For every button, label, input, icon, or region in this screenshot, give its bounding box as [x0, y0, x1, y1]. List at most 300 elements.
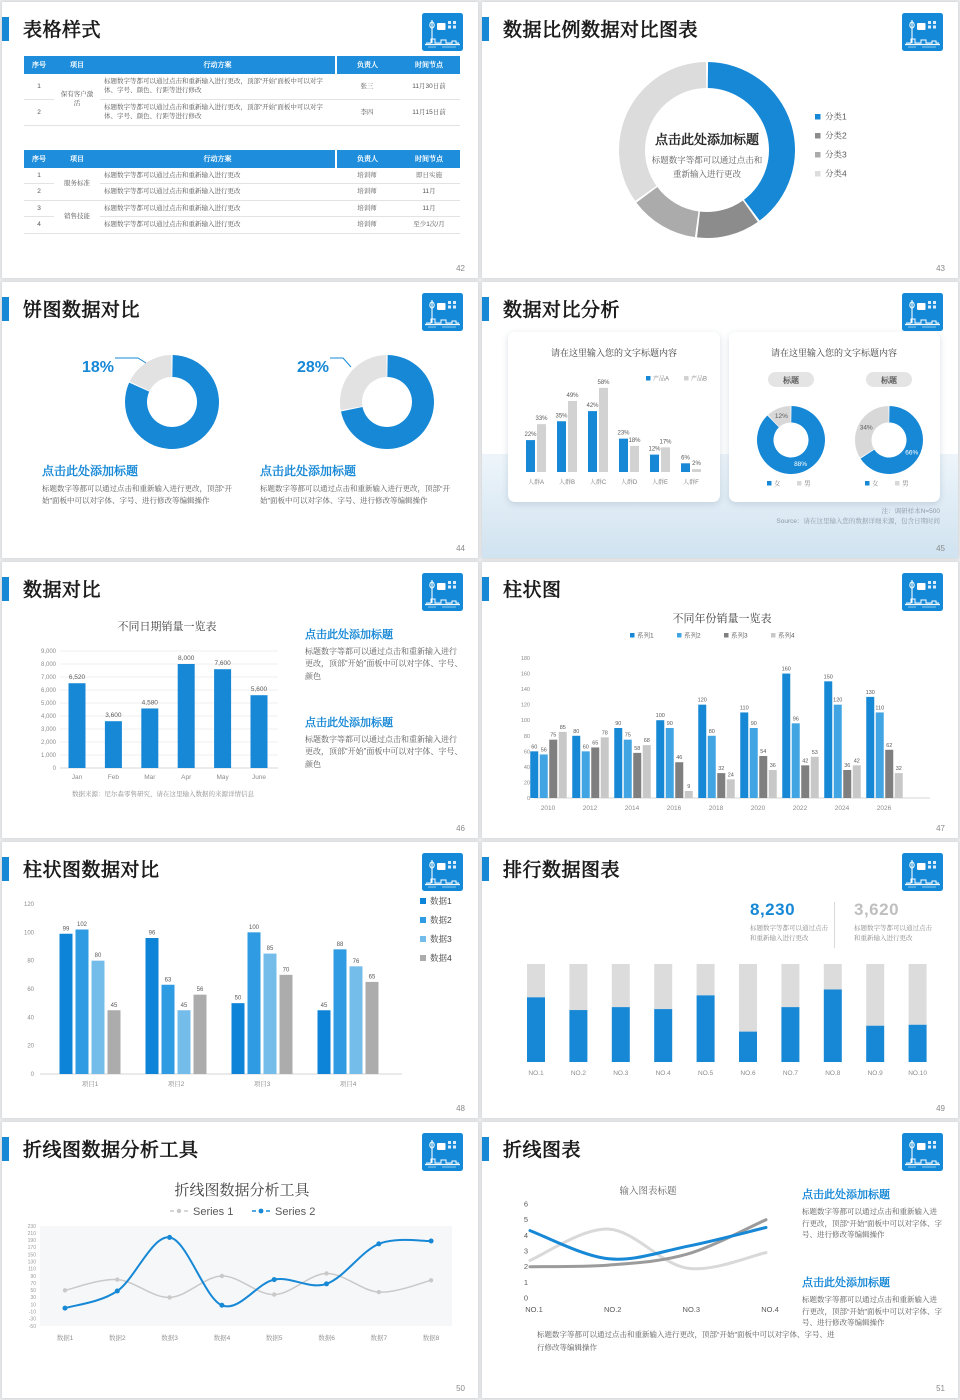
table-cell: 标题数字等都可以通过点击和重新输入进行更改，顶部“开始”面板中可以对字体、字号、颜色、行距等进行修改: [100, 99, 336, 125]
chart-label: 60: [531, 744, 538, 751]
slide-content: [2, 562, 478, 838]
chart-label: -30: [28, 1316, 36, 1323]
title-accent-bar: [482, 577, 489, 601]
data-point: [324, 1281, 329, 1286]
chart-label: 男: [902, 480, 909, 488]
legend-swatch: [815, 114, 821, 120]
title-accent-bar: [482, 857, 489, 881]
company-logo: [422, 1133, 463, 1171]
slide-content: [2, 842, 478, 1118]
bar-rest: [527, 964, 545, 997]
grid-cell: [480, 280, 960, 560]
bar: [60, 934, 73, 1074]
company-logo-graphic: [422, 1133, 463, 1171]
company-logo: [422, 13, 463, 51]
slide-content: [2, 1122, 478, 1398]
chart-label: 数据3: [161, 1335, 178, 1342]
company-logo-graphic: [902, 853, 943, 891]
bar: [750, 728, 758, 798]
chart-label: 8,000: [178, 655, 195, 662]
chart-label: NO.8: [825, 1070, 841, 1077]
chart-label: 4,580: [141, 699, 158, 707]
chart-label: 系列4: [778, 632, 795, 640]
slide-content: [482, 282, 958, 558]
chart-label: 90: [750, 721, 757, 727]
data-point: [272, 1292, 276, 1296]
legend-swatch: [420, 955, 426, 961]
table-cell: 11月: [398, 184, 460, 200]
chart-label: Series 2: [275, 1206, 316, 1218]
bar: [141, 708, 158, 768]
chart-label: 120: [520, 702, 530, 709]
bar: [824, 681, 832, 798]
bar: [178, 664, 195, 768]
chart-label: 100: [655, 713, 665, 720]
donut-segment: [855, 406, 889, 458]
bar: [656, 720, 664, 798]
chart-label: 标题: [881, 376, 897, 385]
chart-label: 请在这里输入您的文字标题内容: [550, 348, 678, 358]
chart-label: 70: [282, 967, 290, 974]
bar-value: [697, 995, 715, 1062]
chart-label: 2018: [708, 805, 724, 812]
bar: [146, 938, 159, 1074]
table-cell: 标题数字等都可以通过点击和重新输入进行更改: [100, 168, 336, 184]
chart-label: 7,600: [214, 660, 231, 668]
bar: [782, 674, 790, 798]
chart-label: 数据4: [430, 953, 452, 963]
text-block: [42, 462, 248, 507]
data-point: [272, 1277, 277, 1282]
chart-label: 120: [23, 902, 34, 908]
data-point: [376, 1241, 381, 1246]
chart-label: 45: [320, 1002, 328, 1009]
chart-label: 2016: [666, 805, 682, 812]
donut-segment: [757, 406, 825, 474]
bar: [92, 961, 105, 1074]
bar: [692, 469, 701, 472]
bar-value: [866, 1026, 884, 1062]
legend-swatch: [895, 481, 900, 486]
bar: [572, 736, 580, 798]
chart-label: 20: [27, 1043, 34, 1050]
grid-cell: [0, 1120, 480, 1400]
chart-label: 2012: [582, 805, 598, 812]
chart-label: 75: [550, 732, 557, 739]
bar: [643, 745, 651, 798]
chart-label: 分类4: [825, 168, 847, 179]
data-point: [220, 1274, 224, 1278]
bar: [232, 1003, 245, 1074]
chart-label: 2%: [692, 461, 701, 468]
legend-swatch: [677, 633, 682, 638]
chart-label: 男: [804, 480, 811, 488]
footnote-line: Source：请在这里输入您的数据详细来源，包含日期时间: [776, 518, 940, 525]
company-logo-graphic: [902, 293, 943, 331]
text-block: [305, 714, 463, 771]
bar: [834, 705, 842, 798]
table-header-cell: 负责人: [336, 56, 398, 74]
legend-swatch: [420, 917, 426, 923]
chart-label: 系列3: [731, 632, 748, 640]
company-logo: [902, 1133, 943, 1171]
bar: [549, 740, 557, 798]
legend-dot: [177, 1209, 181, 1213]
data-point: [167, 1235, 172, 1240]
table-header-cell: 负责人: [336, 150, 398, 168]
slide-pie-compare[interactable]: [2, 282, 478, 558]
slide-line-chart[interactable]: [482, 1122, 958, 1398]
chart-label: 96: [792, 716, 799, 723]
table-cell: 培训师: [336, 217, 398, 233]
chart-label: 60: [523, 749, 530, 756]
chart-label: 产品B: [691, 376, 708, 383]
company-logo: [902, 13, 943, 51]
data-point: [63, 1306, 68, 1311]
bar: [792, 723, 800, 798]
data-point: [429, 1278, 433, 1282]
chart-caption: 标题数字等都可以通过点击和重新输入进行更改，顶部“开始”面板中可以对字体、字号、进行修改等编辑操作: [537, 1330, 835, 1352]
chart-label: 4,000: [40, 714, 56, 720]
chart-label: 76: [352, 958, 360, 965]
pie-compare-chart: [2, 282, 478, 558]
slide-ranking-chart[interactable]: [482, 842, 958, 1118]
chart-label: Feb: [107, 774, 120, 781]
bar: [811, 757, 819, 798]
chart-label: 数据2: [108, 1335, 126, 1342]
chart-label: 2020: [750, 805, 766, 812]
chart-label: NO.9: [867, 1070, 883, 1077]
grid-cell: [480, 0, 960, 280]
slide-content: [482, 1122, 958, 1398]
bar: [318, 1010, 331, 1074]
analysis-card: [508, 332, 720, 502]
chart-label: -10: [28, 1309, 36, 1316]
title-accent-bar: [2, 17, 9, 41]
chart-label: 人群E: [651, 480, 669, 486]
chart-label: 6,520: [68, 674, 86, 682]
grid-cell: [0, 840, 480, 1120]
chart-label: NO.10: [908, 1070, 927, 1077]
data-table: [24, 56, 460, 126]
bar: [876, 712, 884, 798]
chart-label: 请在这里输入您的文字标题内容: [770, 348, 898, 358]
bar: [582, 751, 590, 798]
chart-label: 50: [30, 1288, 36, 1295]
chart-label: 折线图数据分析工具: [174, 1182, 310, 1199]
chart-label: 45: [110, 1002, 118, 1009]
chart-label: 分类3: [825, 149, 847, 160]
slide-table-styles[interactable]: [2, 2, 478, 278]
page-number: 48: [456, 1104, 465, 1113]
chart-label: 数据2: [430, 915, 452, 925]
bar: [178, 1010, 191, 1074]
page-number: 45: [936, 544, 945, 553]
text-body: 标题数字等都可以通过点击和重新输入进行更改，顶部“开始”面板中可以对字体、字号、颜色: [305, 735, 463, 769]
table-cell: 标题数字等都可以通过点击和重新输入进行更改: [100, 217, 336, 233]
company-logo: [902, 573, 943, 611]
chart-label: NO.4: [761, 1305, 779, 1314]
slide-column-compare[interactable]: [2, 842, 478, 1118]
bar-chart: [2, 562, 478, 838]
chart-label: 78: [601, 730, 608, 737]
chart-label: 180: [520, 656, 530, 662]
table-cell: 11月30日前: [398, 74, 460, 99]
bar-value: [781, 1007, 799, 1062]
company-logo-graphic: [422, 13, 463, 51]
legend-swatch: [420, 936, 426, 942]
table-cell: 2: [24, 184, 54, 200]
slide-data-analysis[interactable]: [482, 282, 958, 558]
data-point: [115, 1289, 120, 1294]
chart-label: 数据来源：尼尔森零售研究，请在这里输入数据的来源详情信息: [72, 791, 254, 798]
slide-bar-compare-sales[interactable]: [2, 562, 478, 838]
slide-title: 排行数据图表: [503, 860, 621, 881]
chart-label: 2026: [876, 805, 892, 812]
chart-label: 28%: [297, 359, 330, 376]
grid-cell: [480, 560, 960, 840]
bar: [666, 728, 674, 798]
chart-label: 32: [718, 766, 725, 773]
bar: [366, 982, 379, 1074]
table-row: [24, 168, 460, 184]
chart-label: 35%: [555, 413, 568, 420]
chart-label: 34%: [859, 424, 873, 432]
table-header-cell: 序号: [24, 150, 54, 168]
chart-label: 68: [643, 738, 650, 745]
bar: [633, 753, 641, 798]
bar: [108, 1010, 121, 1074]
bar: [885, 750, 893, 798]
chart-label: 人群D: [620, 480, 638, 486]
chart-label: 数据3: [430, 934, 452, 944]
chart-label: 80: [94, 953, 102, 960]
chart-label: 102: [76, 922, 88, 928]
bar: [251, 695, 268, 768]
stat-caption: 标题数字等都可以通过点击和重新输入进行更改: [750, 925, 828, 943]
chart-label: 标题数字等都可以通过点击和: [651, 155, 763, 165]
slide-title: 折线图表: [503, 1140, 582, 1161]
chart-label: 2,000: [40, 740, 56, 746]
data-point: [324, 1271, 328, 1275]
chart-label: 数据4: [213, 1335, 231, 1342]
text-block: [802, 1274, 942, 1329]
bar: [759, 756, 767, 798]
data-point: [63, 1288, 67, 1292]
bar: [685, 791, 693, 798]
chart-label: 96: [148, 930, 156, 937]
table-row: [24, 200, 460, 216]
chart-label: 1: [523, 1277, 528, 1287]
slide-content: [482, 2, 958, 278]
chart-label: Jan: [71, 774, 83, 781]
chart-label: NO.2: [603, 1305, 622, 1314]
bar: [698, 705, 706, 798]
chart-label: 110: [875, 705, 885, 712]
table-merged-cell: 保有客户激活: [54, 74, 100, 125]
bar: [601, 737, 609, 798]
bar: [740, 712, 748, 798]
chart-label: 4: [523, 1230, 528, 1240]
bar: [559, 732, 567, 798]
table-header-cell: 行动方案: [100, 56, 336, 74]
chart-label: 85: [559, 724, 566, 731]
bar: [588, 411, 597, 472]
chart-label: June: [251, 774, 267, 781]
data-point: [167, 1295, 171, 1299]
title-accent-bar: [482, 297, 489, 321]
chart-label: 62: [886, 742, 893, 749]
text-block: [260, 462, 466, 507]
bar: [280, 975, 293, 1074]
table-merged-cell: 销售技能: [54, 200, 100, 233]
chart-label: 42: [802, 758, 809, 765]
chart-label: 50: [234, 995, 242, 1002]
donut-chart: [482, 2, 958, 278]
bar: [727, 779, 735, 798]
chart-label: 230: [27, 1223, 36, 1230]
chart-label: 10: [30, 1302, 36, 1309]
text-heading: 点击此处添加标题: [802, 1277, 890, 1289]
page-number: 43: [936, 264, 945, 273]
chart-label: NO.3: [613, 1070, 629, 1077]
slide-donut-proportion[interactable]: [482, 2, 958, 278]
page-number: 46: [456, 824, 465, 833]
chart-label: 42: [853, 758, 860, 765]
slide-content: [2, 2, 478, 278]
bar: [334, 949, 347, 1074]
table-cell: 3: [24, 200, 54, 216]
slide-line-analysis-tool[interactable]: [2, 1122, 478, 1398]
data-table: [24, 150, 460, 234]
grid-cell: [0, 560, 480, 840]
bar: [843, 770, 851, 798]
chart-label: 标题: [783, 376, 799, 385]
chart-label: 项目4: [339, 1081, 357, 1088]
chart-label: NO.1: [528, 1070, 544, 1077]
chart-label: 80: [523, 733, 530, 740]
company-logo: [422, 573, 463, 611]
table-cell: 1: [24, 168, 54, 184]
table-cell: 即日实施: [398, 168, 460, 184]
chart-label: 2022: [792, 805, 808, 812]
company-logo: [902, 853, 943, 891]
chart-label: 2: [523, 1262, 528, 1272]
bar-value: [739, 1032, 757, 1062]
bar: [717, 773, 725, 798]
legend-swatch: [646, 376, 651, 381]
slide-title: 数据比例数据对比图表: [503, 20, 699, 41]
chart-label: 分类1: [825, 111, 847, 122]
chart-label: 80: [27, 958, 34, 965]
chart-label: 150: [823, 674, 833, 681]
chart-label: 110: [739, 705, 749, 712]
chart-label: 120: [833, 697, 843, 704]
company-logo: [422, 293, 463, 331]
donut-segment: [636, 187, 698, 237]
chart-label: 18%: [82, 359, 115, 376]
chart-label: 56: [540, 747, 547, 754]
text-heading: 点击此处添加标题: [802, 1189, 890, 1201]
text-heading: 点击此处添加标题: [305, 717, 393, 729]
grid-cell: [480, 1120, 960, 1400]
table-cell: 张三: [336, 74, 398, 99]
bar-rest: [909, 964, 927, 1025]
callout-line: [115, 358, 146, 363]
slide-title: 柱状图数据对比: [23, 860, 160, 881]
chart-label: 数据8: [422, 1335, 440, 1342]
chart-label: 22%: [524, 432, 537, 439]
table-cell: 4: [24, 217, 54, 233]
chart-label: 100: [248, 924, 260, 931]
chart-label: -50: [28, 1323, 36, 1330]
chart-label: 点击此处添加标题: [654, 132, 760, 147]
bar: [681, 463, 690, 472]
chart-label: 6%: [681, 455, 690, 462]
table-header-cell: 时间节点: [398, 150, 460, 168]
legend-swatch: [865, 481, 870, 486]
text-body: 标题数字等都可以通过点击和重新输入进行更改，顶部“开始”面板中可以对字体、字号、进行修改等编辑操作: [802, 1207, 942, 1240]
chart-label: 60: [27, 987, 34, 993]
table-cell: 标题数字等都可以通过点击和重新输入进行更改: [100, 184, 336, 200]
chart-label: 7,000: [40, 675, 56, 681]
chart-label: 3: [523, 1246, 528, 1256]
title-accent-bar: [2, 857, 9, 881]
chart-label: 0: [30, 1072, 34, 1078]
slide-title: 数据对比分析: [503, 300, 621, 321]
bar: [708, 736, 716, 798]
chart-label: 58: [634, 745, 641, 752]
table-cell: 1: [24, 74, 54, 99]
chart-label: 88: [336, 941, 344, 948]
stat-caption: 标题数字等都可以通过点击和重新输入进行更改: [854, 925, 932, 943]
chart-label: 项目2: [167, 1081, 185, 1088]
chart-label: NO.2: [570, 1070, 586, 1077]
chart-label: 53: [811, 749, 818, 756]
footnote-line: 注：调研样本N=500: [881, 508, 940, 515]
grouped-bar-chart: [482, 562, 958, 838]
chart-label: 3,000: [40, 727, 56, 733]
bar: [675, 762, 683, 798]
table-header-cell: 项目: [54, 56, 100, 74]
chart-label: 24: [727, 772, 734, 779]
bar: [614, 728, 622, 798]
chart-label: 数据1: [56, 1335, 74, 1342]
table-row: [24, 74, 460, 99]
bar-value: [612, 1007, 630, 1062]
bar: [624, 740, 632, 798]
chart-label: 66%: [905, 449, 919, 457]
chart-label: 9,000: [40, 649, 56, 655]
table-merged-cell: 服务标准: [54, 168, 100, 200]
chart-label: 80: [573, 728, 580, 735]
chart-label: 1,000: [40, 753, 56, 759]
chart-label: 100: [520, 718, 530, 725]
chart-label: 99: [62, 926, 70, 933]
chart-label: 150: [27, 1252, 36, 1259]
slide-column-chart[interactable]: [482, 562, 958, 838]
chart-label: NO.6: [740, 1070, 756, 1077]
chart-label: 65: [592, 740, 599, 747]
chart-label: 110: [28, 1266, 36, 1273]
grouped-bar-chart: [508, 332, 720, 502]
company-logo: [902, 293, 943, 331]
chart-label: 130: [27, 1259, 36, 1266]
grid-cell: [480, 840, 960, 1120]
text-block: [802, 1186, 942, 1241]
chart-label: 人群A: [527, 480, 545, 486]
chart-label: 75: [624, 732, 631, 739]
